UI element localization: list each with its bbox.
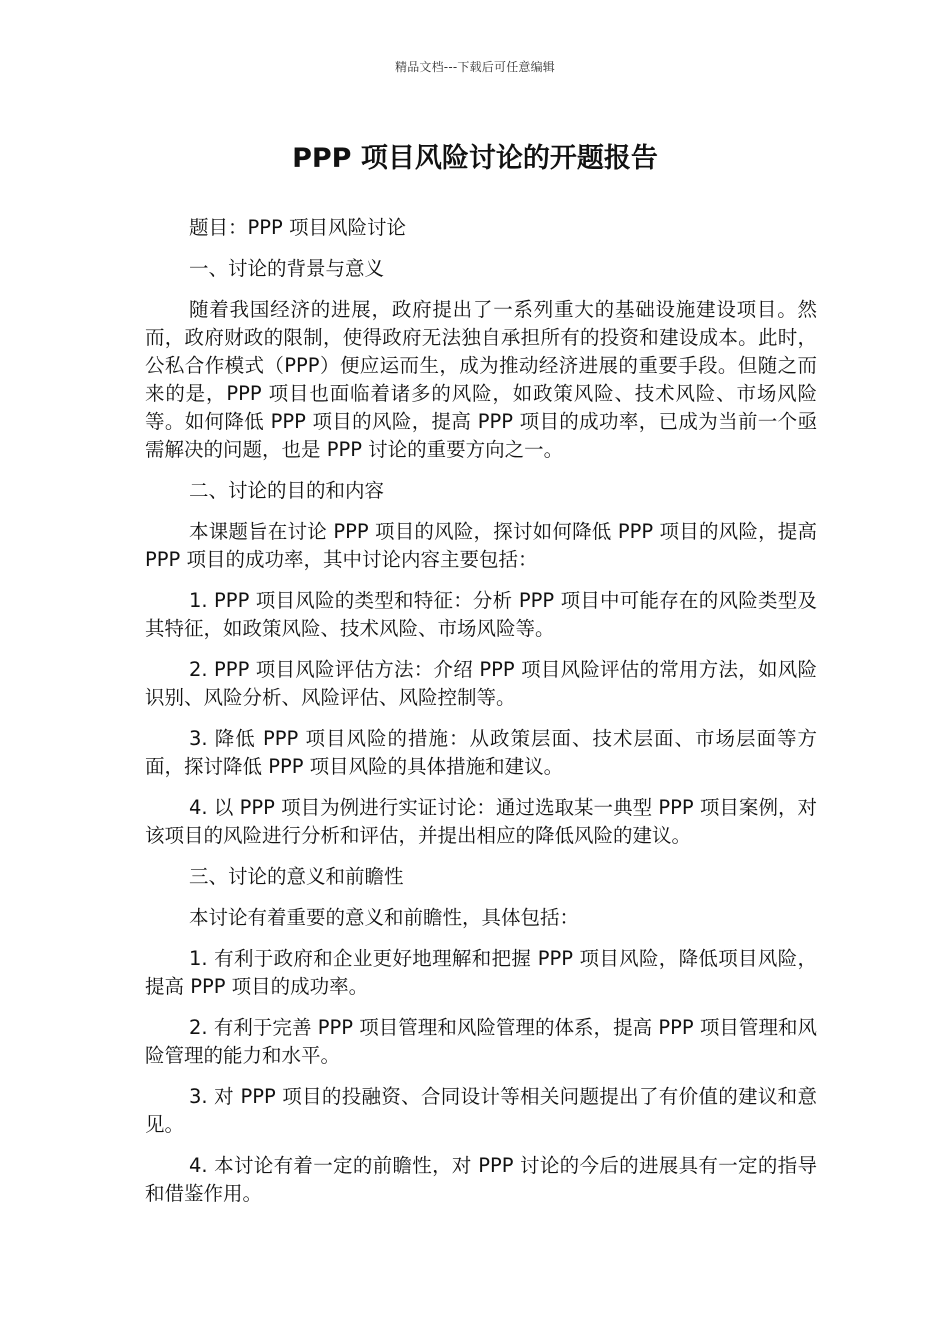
significance-item-2: 2. 有利于完善 PPP 项目管理和风险管理的体系，提高 PPP 项目管理和风险管理的能力和水平。 xyxy=(145,1016,817,1067)
section-heading-background: 一、讨论的背景与意义 xyxy=(189,257,385,280)
section-heading-significance: 三、讨论的意义和前瞻性 xyxy=(189,865,404,888)
document-body xyxy=(145,214,817,1221)
significance-item-3: 3. 对 PPP 项目的投融资、合同设计等相关问题提出了有价值的建议和意见。 xyxy=(145,1085,817,1136)
content-item-3: 3. 降低 PPP 项目风险的措施：从政策层面、技术层面、市场层面等方面，探讨降低 PPP 项目风险的具体措施和建议。 xyxy=(145,727,817,778)
significance-item-1: 1. 有利于政府和企业更好地理解和把握 PPP 项目风险，降低项目风险，提高 PPP 项目的成功率。 xyxy=(145,947,817,998)
section-heading-purpose: 二、讨论的目的和内容 xyxy=(189,479,385,502)
significance-item-4: 4. 本讨论有着一定的前瞻性，对 PPP 讨论的今后的进展具有一定的指导和借鉴作用。 xyxy=(145,1154,817,1205)
background-paragraph: 随着我国经济的进展，政府提出了一系列重大的基础设施建设项目。然而，政府财政的限制，使得政府无法独自承担所有的投资和建设成本。此时，公私合作模式（PPP）便应运而生，成为推动经济进展的重要手段。但随之而来的是，PPP 项目也面临着诸多的风险，如政策风险、技术风险、市场风险等。如何降低 PPP 项目的风险，提高 PPP 项目的成功率，已成为当前一个亟需解决的问题，也是 PPP 讨论的重要方向之一。 xyxy=(145,298,817,461)
content-item-2: 2. PPP 项目风险评估方法：介绍 PPP 项目风险评估的常用方法，如风险识别、风险分析、风险评估、风险控制等。 xyxy=(145,658,817,709)
significance-intro: 本讨论有着重要的意义和前瞻性，具体包括： xyxy=(189,906,580,929)
purpose-paragraph: 本课题旨在讨论 PPP 项目的风险，探讨如何降低 PPP 项目的风险，提高 PPP 项目的成功率，其中讨论内容主要包括： xyxy=(145,520,817,571)
subject-line: 题目：PPP 项目风险讨论 xyxy=(189,216,406,239)
page-header-note: 精品文档---下载后可任意编辑 xyxy=(395,60,555,74)
content-item-4: 4. 以 PPP 项目为例进行实证讨论：通过选取某一典型 PPP 项目案例，对该项目的风险进行分析和评估，并提出相应的降低风险的建议。 xyxy=(145,796,817,847)
content-item-1: 1. PPP 项目风险的类型和特征：分析 PPP 项目中可能存在的风险类型及其特征，如政策风险、技术风险、市场风险等。 xyxy=(145,589,817,640)
document-title: PPP 项目风险讨论的开题报告 xyxy=(292,143,658,174)
